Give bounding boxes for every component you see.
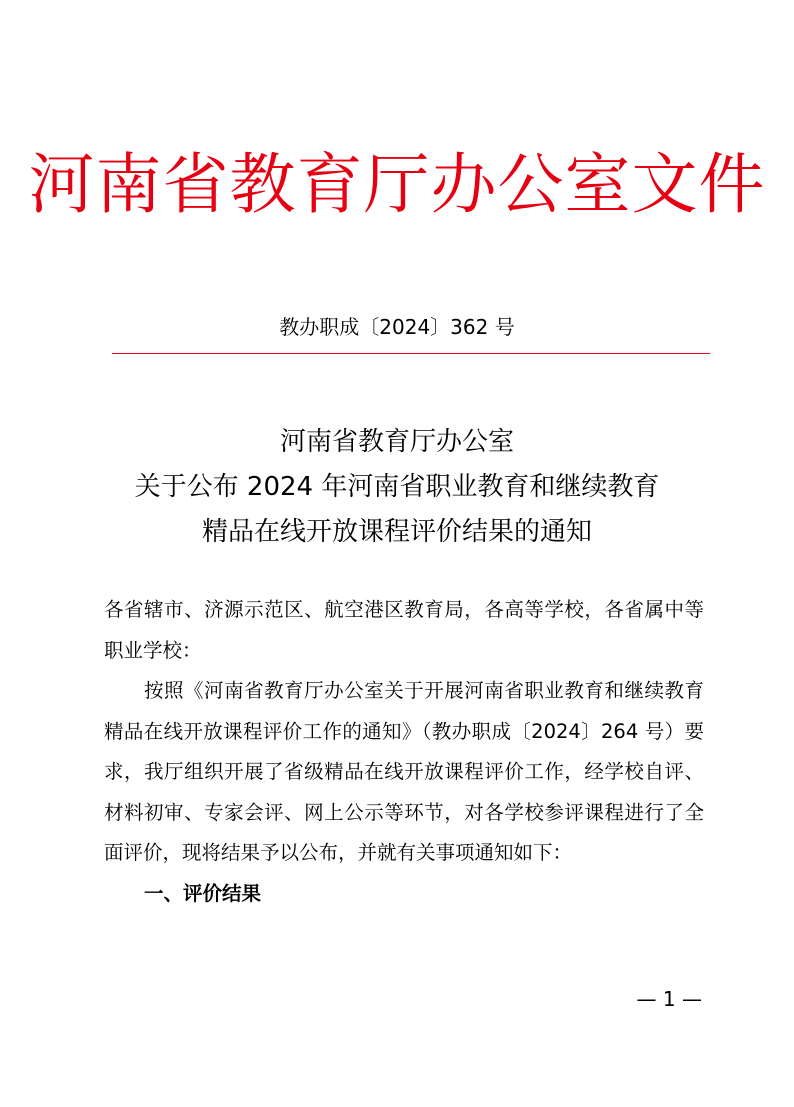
title-line-subject: 关于公布 2024 年河南省职业教育和继续教育: [134, 472, 660, 502]
page-number: — 1 —: [636, 987, 702, 1011]
notice-body: [104, 590, 704, 914]
document-masthead: 河南省教育厅办公室文件: [28, 146, 766, 223]
addressee-paragraph: 各省辖市、济源示范区、航空港区教育局，各高等学校，各省属中等职业学校：: [104, 598, 704, 662]
red-divider-line: [112, 353, 710, 354]
title-line-topic: 精品在线开放课程评价结果的通知: [201, 517, 592, 547]
section-heading: 一、评价结果: [144, 881, 262, 905]
body-paragraph: 按照《河南省教育厅办公室关于开展河南省职业教育和继续教育精品在线开放课程评价工作的通知》（教办职成〔2024〕264 号）要求，我厅组织开展了省级精品在线开放课程评价工作，经学校自评、材料初审、专家会评、网上公示等环节，对各学校参评课程进行了全面评价，现将结果予以公布，并就有关事项通知如下：: [104, 679, 704, 864]
notice-title: [0, 420, 794, 555]
document-number: 教办职成〔2024〕362 号: [279, 315, 515, 339]
title-line-issuer: 河南省教育厅办公室: [279, 427, 514, 457]
